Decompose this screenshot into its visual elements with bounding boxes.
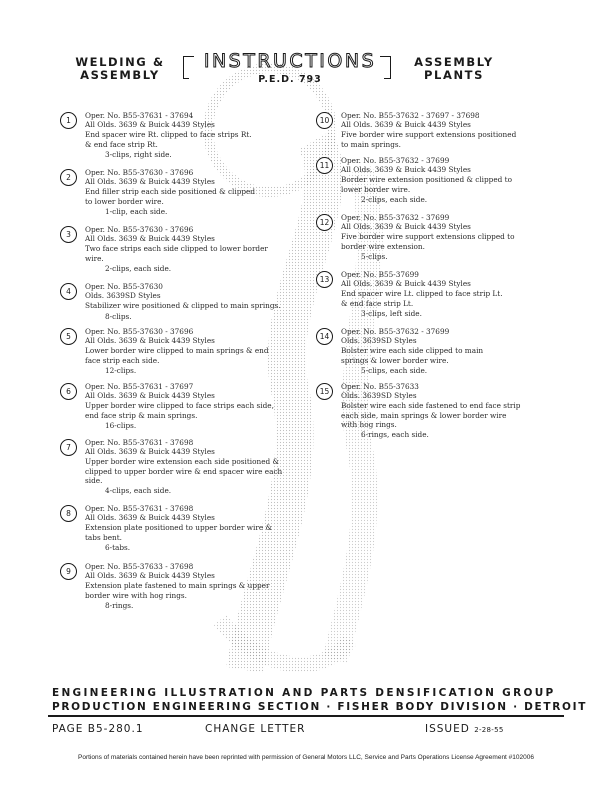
page-number: PAGE B5-280.1 [52,723,144,735]
step-number-badge: 4 [60,283,77,300]
step-number-badge: 2 [60,169,77,186]
step-number-badge: 5 [60,328,77,345]
styles-line: All Olds. 3639 & Buick 4439 Styles [85,447,215,457]
oper-number: Oper. No. B55-37632 - 37699 [341,327,450,336]
styles-line: All Olds. 3639 & Buick 4439 Styles [85,177,215,187]
instruction-text: Extension plate positioned to upper border wire & [85,523,272,533]
instruction-entry [85,504,272,552]
oper-number: Oper. No. B55-37630 [85,282,163,291]
quantity-note: 1-clip, each side. [105,206,168,216]
quantity-note: 2-clips, each side. [105,263,172,273]
instruction-entry [341,213,514,261]
step-number-badge: 15 [316,383,333,400]
instruction-text: Bolster wire each side clipped to main [341,346,484,356]
instruction-entry [341,270,503,318]
instruction-entry [85,438,282,495]
instruction-text: End spacer wire Lt. clipped to face strip Lt. [341,289,503,299]
step-number-badge: 8 [60,505,77,522]
styles-line: All Olds. 3639 & Buick 4439 Styles [85,391,215,401]
instruction-text: end face strip & main springs. [85,410,198,420]
instruction-text: Five border wire support extensions clipped to [341,232,515,242]
ped-number: P.E.D. 793 [258,74,322,85]
instruction-entry [341,382,520,439]
instruction-text: Five border wire support extensions positioned [341,130,517,140]
instruction-entry [341,111,516,149]
instruction-text: & end face strip Lt. [341,298,414,308]
instruction-text: clipped to upper border wire & end spacer wire each [85,466,283,476]
instruction-text: springs & lower border wire. [341,355,449,365]
styles-line: All Olds. 3639 & Buick 4439 Styles [341,222,471,232]
oper-number: Oper. No. B55-37630 - 37696 [85,225,194,234]
change-letter: CHANGE LETTER [205,723,306,735]
header-right [398,56,510,82]
styles-line: All Olds. 3639 & Buick 4439 Styles [341,279,471,289]
quantity-note: 8-clips. [105,311,132,321]
bracket-right-foot [384,78,390,79]
styles-line: All Olds. 3639 & Buick 4439 Styles [85,234,215,244]
instruction-text: Upper border wire clipped to face strips each side, [85,401,274,411]
header-center [190,50,390,90]
instruction-text: border wire with hog rings. [85,590,187,600]
styles-line: All Olds. 3639 & Buick 4439 Styles [85,571,215,581]
instruction-entry [341,327,483,375]
quantity-note: 8-rings. [105,600,134,610]
oper-number: Oper. No. B55-37632 - 37699 [341,156,450,165]
footer-group-line: ENGINEERING ILLUSTRATION AND PARTS DENSIFICATION GROUP [52,687,556,699]
step-number-badge: 12 [316,214,333,231]
instruction-entry [341,156,512,204]
styles-line: All Olds. 3639 & Buick 4439 Styles [85,513,215,523]
header-right-line2: PLANTS [423,68,484,82]
quantity-note: 3-clips, right side. [105,149,172,159]
step-number-badge: 10 [316,112,333,129]
instruction-text: each side, main springs & lower border wire [341,410,507,420]
styles-line: All Olds. 3639 & Buick 4439 Styles [341,165,471,175]
instruction-entry [85,111,252,159]
issued-text: ISSUED [425,723,470,735]
quantity-note: 5-clips, each side. [361,365,428,375]
footer-rule [48,715,564,717]
instruction-text: Extension plate fastened to main springs & upper [85,581,270,591]
instruction-text: End spacer wire Rt. clipped to face strips Rt. [85,130,252,140]
instruction-text: Bolster wire each side fastened to end face strip [341,401,521,411]
instruction-text: Two face strips each side clipped to lower border [85,244,268,254]
instruction-text: tabs bent. [85,532,122,542]
oper-number: Oper. No. B55-37633 [341,382,419,391]
page-title: INSTRUCTIONS [203,50,377,72]
oper-number: Oper. No. B55-37699 [341,270,419,279]
oper-number: Oper. No. B55-37630 - 37696 [85,168,194,177]
instruction-text: Upper border wire extension each side positioned & [85,457,280,467]
instruction-text: border wire extension. [341,241,425,251]
instruction-text: Border wire extension positioned & clipped to [341,175,512,185]
quantity-note: 4-clips, each side. [105,486,172,496]
styles-line: Olds. 3639SD Styles [85,291,161,301]
styles-line: All Olds. 3639 & Buick 4439 Styles [341,120,471,130]
oper-number: Oper. No. B55-37632 - 37699 [341,213,450,222]
bracket-right [380,56,391,79]
step-number-badge: 3 [60,226,77,243]
oper-number: Oper. No. B55-37630 - 37696 [85,327,194,336]
footer-division-line: PRODUCTION ENGINEERING SECTION · FISHER BODY DIVISION · DETROIT [52,701,588,713]
step-number-badge: 1 [60,112,77,129]
step-number-badge: 13 [316,271,333,288]
instruction-entry [85,562,269,610]
oper-number: Oper. No. B55-37631 - 37698 [85,438,194,447]
step-number-badge: 14 [316,328,333,345]
styles-line: All Olds. 3639 & Buick 4439 Styles [85,120,215,130]
instruction-text: Stabilizer wire positioned & clipped to main springs. [85,301,281,311]
instruction-text: lower border wire. [341,184,411,194]
instruction-text: side. [85,475,103,485]
instruction-entry [85,225,268,273]
instruction-text: wire. [85,253,104,263]
styles-line: Olds. 3639SD Styles [341,391,417,401]
step-number-badge: 11 [316,157,333,174]
instruction-text: End filler strip each side positioned & clipped [85,187,256,197]
instruction-text: to main springs. [341,139,401,149]
instruction-text: Lower border wire clipped to main springs & end [85,346,269,356]
header-left-line1: WELDING & [75,55,165,69]
instruction-text: & end face strip Rt. [85,139,158,149]
step-number-badge: 7 [60,439,77,456]
instruction-entry [85,282,281,321]
oper-number: Oper. No. B55-37633 - 37698 [85,562,194,571]
quantity-note: 16-clips. [105,420,137,430]
instruction-entry [85,168,255,216]
quantity-note: 5-clips. [361,251,388,261]
oper-number: Oper. No. B55-37631 - 37694 [85,111,194,120]
header-left [60,56,180,82]
styles-line: All Olds. 3639 & Buick 4439 Styles [85,336,215,346]
step-number-badge: 6 [60,383,77,400]
instruction-entry [85,382,274,430]
permission-notice: Portions of materials contained herein have been reprinted with permission of General Motors LLC, Service and Parts Operations License Agreement #102006 [78,754,534,761]
oper-number: Oper. No. B55-37631 - 37697 [85,382,194,391]
instruction-text: face strip each side. [85,355,160,365]
quantity-note: 3-clips, left side. [361,308,422,318]
header-left-line2: ASSEMBLY [80,68,160,82]
oper-number: Oper. No. B55-37631 - 37698 [85,504,194,513]
oper-number: Oper. No. B55-37632 - 37697 - 37698 [341,111,480,120]
styles-line: Olds. 3639SD Styles [341,336,417,346]
header-right-line1: ASSEMBLY [414,55,494,69]
instruction-entry [85,327,269,375]
instruction-text: to lower border wire. [85,196,164,206]
step-number-badge: 9 [60,563,77,580]
quantity-note: 6-rings, each side. [361,430,429,440]
quantity-note: 12-clips. [105,365,137,375]
bracket-left-foot [183,78,189,79]
quantity-note: 6-tabs. [105,542,131,552]
instruction-text: with hog rings. [341,419,397,429]
quantity-note: 2-clips, each side. [361,194,428,204]
issued-date: 2-28-55 [474,726,504,734]
issued-label [425,723,504,735]
